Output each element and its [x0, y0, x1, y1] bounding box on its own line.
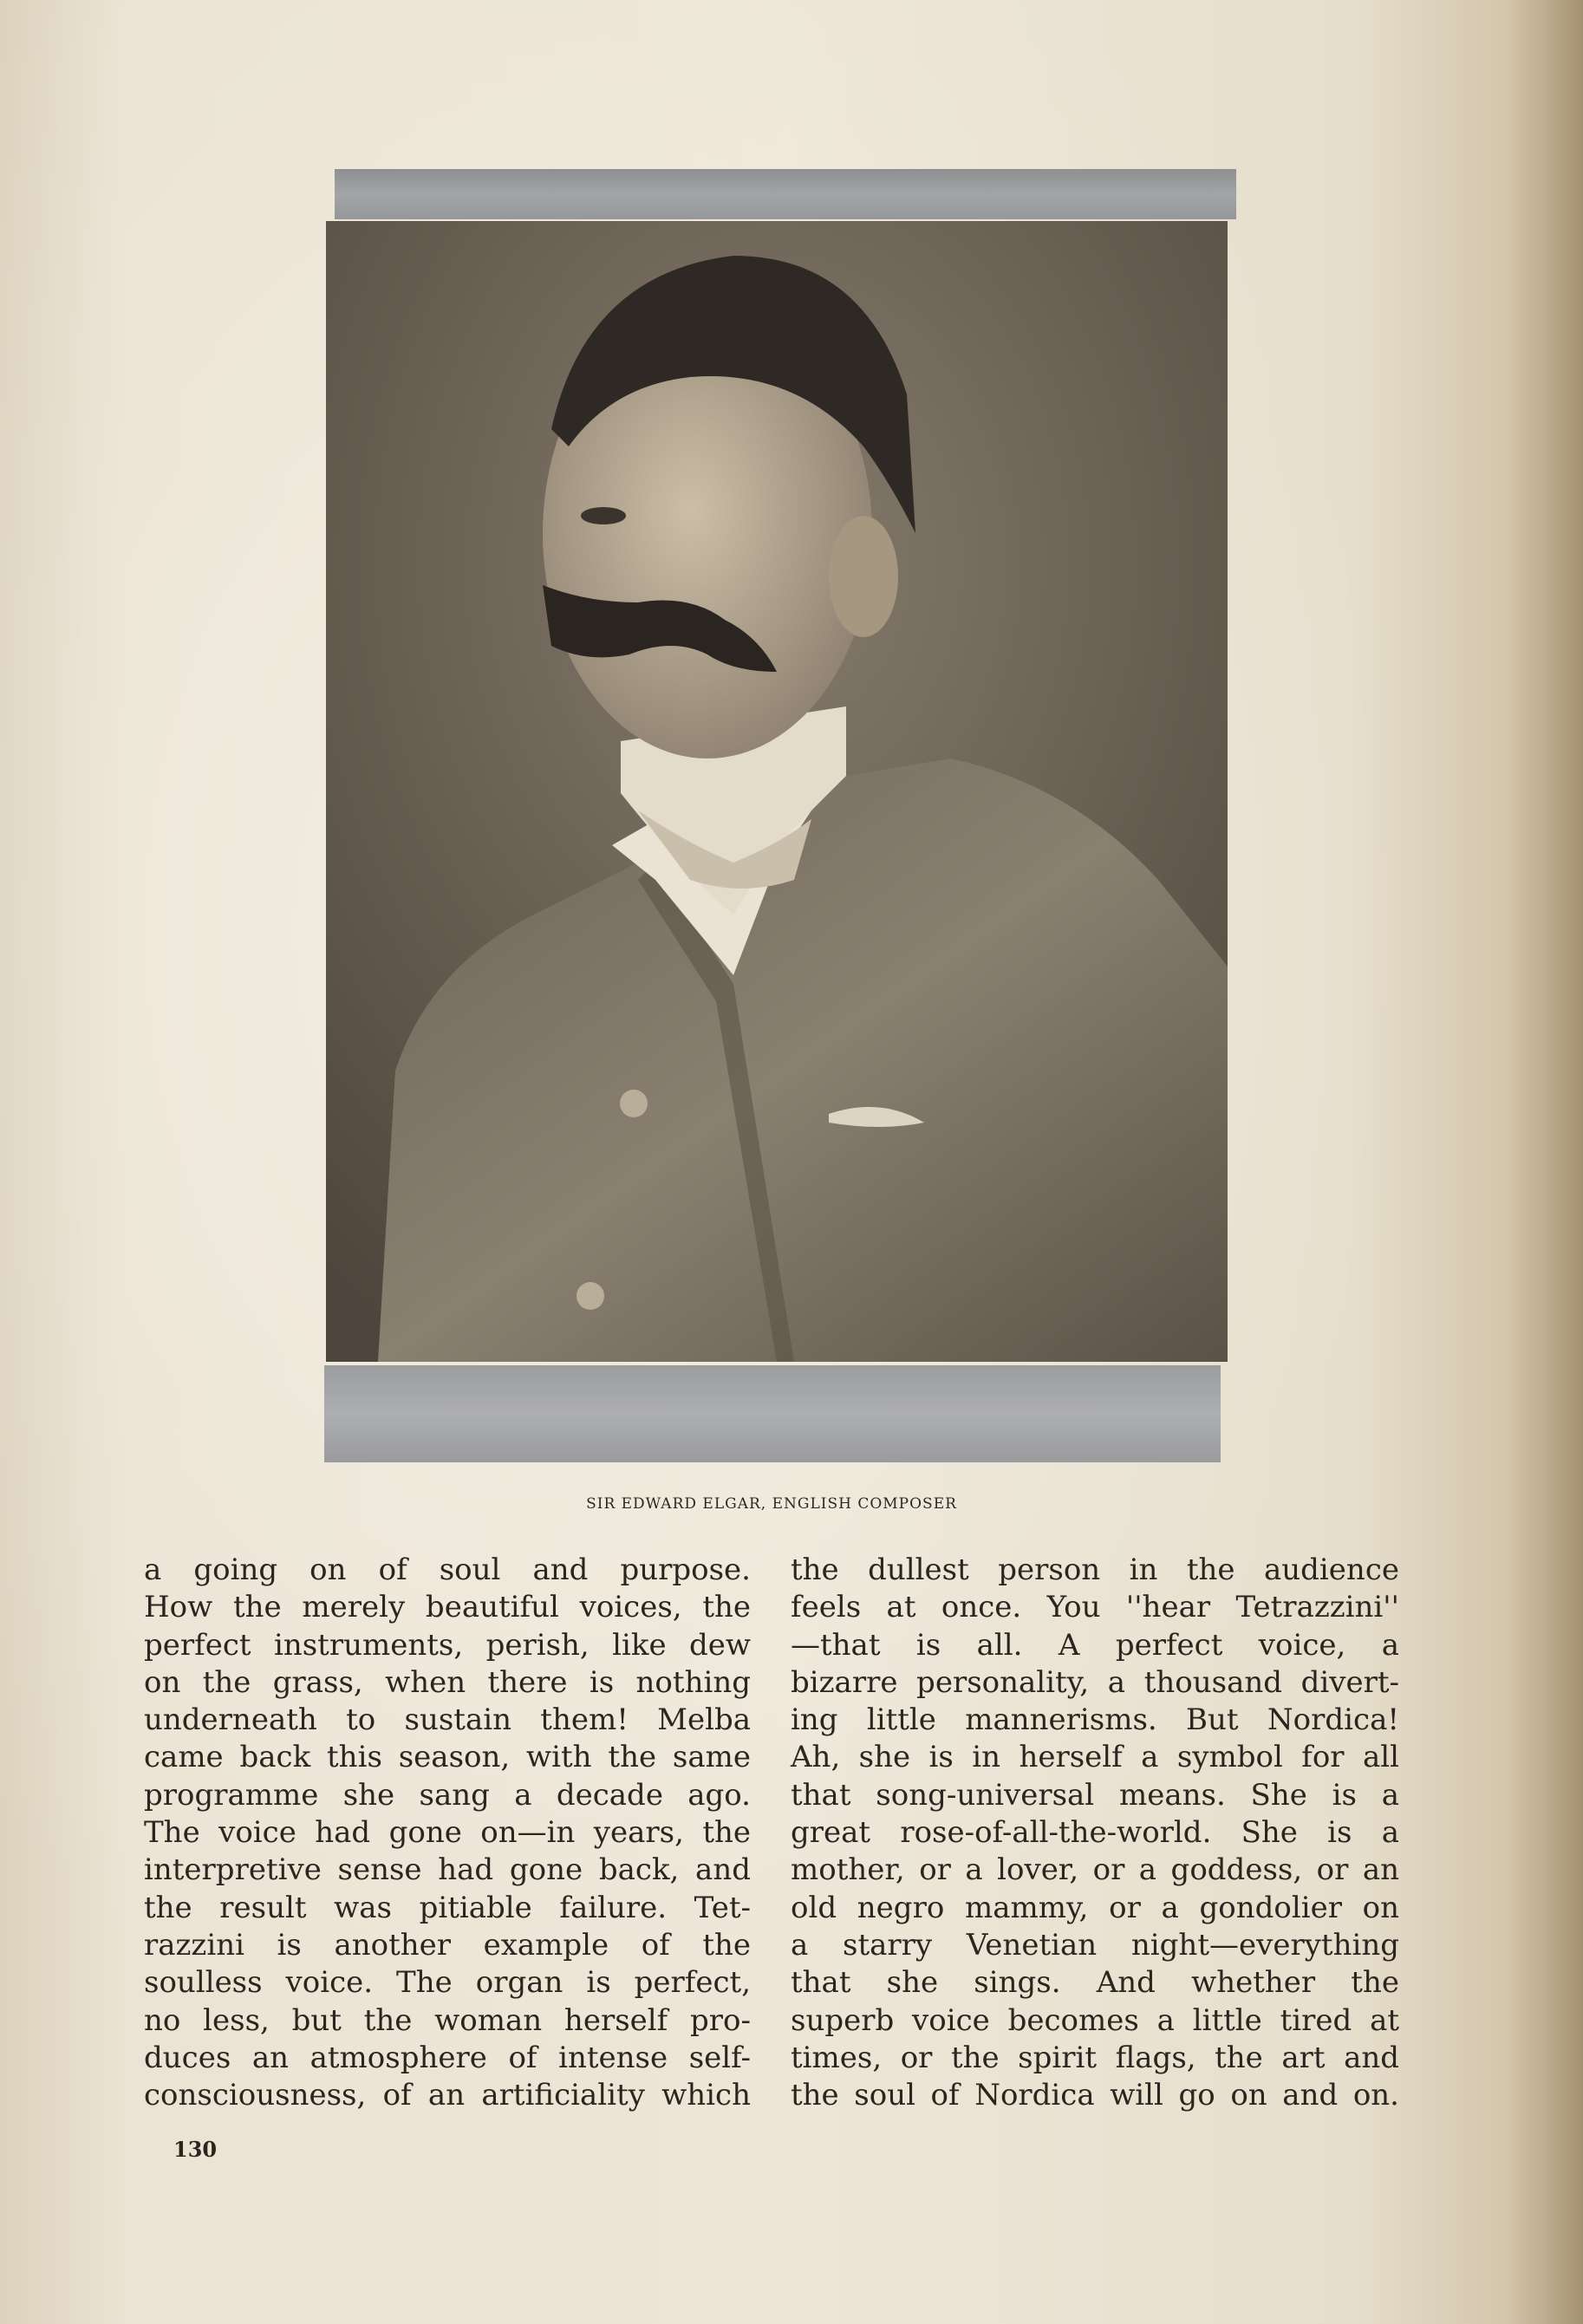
text-line: mother, or a lover, or a goddess, or an [791, 1852, 1399, 1888]
text-line: a going on of soul and purpose. [144, 1553, 751, 1587]
text-line: perfect instruments, perish, like dew [144, 1627, 751, 1663]
text-column-left [144, 1552, 751, 2114]
text-line: superb voice becomes a little tired at [791, 2002, 1399, 2038]
text-line: the result was pitiable failure. Tet- [144, 1890, 751, 1925]
text-line: bizarre personality, a thousand divert- [791, 1664, 1399, 1700]
text-line: that she sings. And whether the [791, 1965, 1399, 2001]
text-line: razzini is another example of the [144, 1927, 751, 1963]
text-line: programme she sang a decade ago. [144, 1777, 751, 1813]
text-line: soulless voice. The organ is perfect, [144, 1965, 751, 2001]
plate-bottom-border [324, 1365, 1221, 1462]
page-number: 130 [173, 2137, 218, 2162]
text-line: consciousness, of an artificiality which [144, 2078, 751, 2113]
plate-top-border [335, 169, 1236, 219]
text-line: interpretive sense had gone back, and [144, 1852, 751, 1888]
text-line: the dullest person in the audience [791, 1553, 1399, 1587]
portrait-photograph [326, 221, 1228, 1362]
text-line: came back this season, with the same [144, 1740, 751, 1775]
text-line: no less, but the woman herself pro- [144, 2002, 751, 2038]
text-line: great rose-of-all-the-world. She is a [791, 1815, 1399, 1851]
text-line: the soul of Nordica will go on and on. [791, 2078, 1399, 2113]
portrait-plate [324, 169, 1236, 1469]
text-column-right [791, 1552, 1399, 2114]
text-line: old negro mammy, or a gondolier on [791, 1890, 1399, 1925]
text-line: The voice had gone on—in years, the [144, 1815, 751, 1851]
text-line: ing little mannerisms. But Nordica! [791, 1702, 1399, 1738]
text-line: feels at once. You ''hear Tetrazzini'' [791, 1590, 1399, 1625]
photo-caption: SIR EDWARD ELGAR, ENGLISH COMPOSER [586, 1495, 957, 1513]
text-line: Ah, she is in herself a symbol for all [791, 1740, 1399, 1775]
text-line: a starry Venetian night—everything [791, 1927, 1399, 1963]
text-line: on the grass, when there is nothing [144, 1664, 751, 1700]
text-line: How the merely beautiful voices, the [144, 1590, 751, 1625]
text-line: duces an atmosphere of intense self- [144, 2040, 751, 2075]
text-line: that song-universal means. She is a [791, 1777, 1399, 1813]
text-line: underneath to sustain them! Melba [144, 1702, 751, 1738]
page-edge-shadow [1505, 0, 1583, 2324]
text-line: times, or the spirit flags, the art and [791, 2040, 1399, 2075]
text-line: —that is all. A perfect voice, a [791, 1627, 1399, 1663]
